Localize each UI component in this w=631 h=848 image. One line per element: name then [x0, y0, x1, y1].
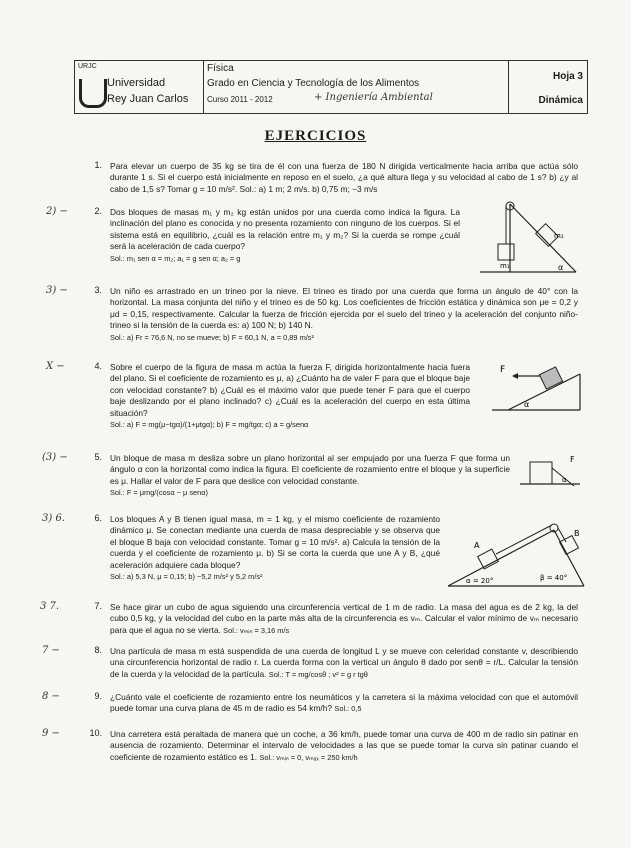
exercise-number-7: 7. [94, 601, 102, 611]
exercise-number-3: 3. [94, 285, 102, 295]
exercise-text: Un bloque de masa m desliza sobre un plano horizontal al ser empujado por una fuerza F que forma un ángulo α con la horizontal como indica la figura. El coeficiente de rozamiento entre el bloque y la superficie es μ. Hallar el valor de F para que deslice con velocidad constante. [110, 453, 510, 486]
handwritten-mark-9: 8 − [42, 691, 60, 702]
exercise-5 [110, 453, 510, 499]
exercise-solution: Sol.: a) Fr = 76,6 N, no se mueve; b) F = 60,1 N, a = 0,89 m/s² [110, 332, 314, 342]
angle-label: α [558, 263, 564, 272]
topic-label: Dinámica [538, 95, 583, 106]
exercise-text: Una partícula de masa m está suspendida de una cuerda de longitud L y se mueve con celeridad constante v, describiendo una circunferencia horizontal de radio r. La cuerda forma con la vertical un ángulo θ dado por senθ = r/L. Calcular la tensión de la cuerda y la velocidad de la partícula. [110, 646, 578, 679]
exercise-number-10: 10. [89, 728, 102, 738]
exercise-solution: Sol.: a) F = mg(μ−tgα)/(1+μtgα); b) F = mg/tgα; c) a = g/senα [110, 420, 309, 430]
university-logo-icon [79, 79, 107, 108]
university-logo-block [75, 61, 204, 113]
university-name-line2: Rey Juan Carlos [107, 93, 189, 105]
exercise-solution: Sol.: a) 5,3 N, μ = 0,15; b) −5,2 m/s² y 5,2 m/s² [110, 572, 263, 582]
exercise-number-6: 6. [94, 513, 102, 523]
figure-incline-two-blocks [470, 200, 580, 276]
course-year-label: Curso 2011 - 2012 [207, 95, 273, 104]
exercise-10 [110, 729, 578, 763]
exercise-text: Una carretera está peraltada de manera que un coche, a 36 km/h, puede tomar una curva de 400 m de radio sin patinar en ausencia de rozamiento. Determinar el intervalo de velocidades a las que se puede tomar la curva sin patinar cuando el coeficiente de rozamiento estático es 1. [110, 729, 578, 762]
exercise-7 [110, 602, 578, 636]
exercise-1 [110, 161, 578, 195]
exercise-text: Se hace girar un cubo de agua siguiendo una circunferencia vertical de 1 m de radio. La masa del agua es de 2 kg, la del cubo 0,5 kg, y la velocidad del cubo en la parte más alta de la circunferencia es vₘ. Calcular el valor mínimo de vₘ necesario para que el agua no se vierta. [110, 602, 578, 635]
handwritten-mark-6: 3) 6. [42, 513, 65, 524]
page-title: EJERCICIOS [264, 128, 367, 144]
m2-label: m₂ [554, 232, 564, 240]
angle-label: α [562, 476, 567, 484]
sheet-header [74, 60, 588, 114]
exercise-solution: Sol.: T = mg/cosθ ; v² = g r tgθ [268, 669, 368, 679]
handwritten-note: + Ingeniería Ambiental [314, 92, 433, 103]
sheet-info-block [509, 61, 587, 113]
exercise-8 [110, 646, 578, 680]
force-label: F [570, 455, 575, 464]
exercise-number-2: 2. [94, 206, 102, 216]
m1-label: m₁ [500, 262, 510, 270]
exercise-text: Los bloques A y B tienen igual masa, m = 1 kg, y el mismo coeficiente de rozamiento dinámico μ. Se conectan mediante una cuerda de masa despreciable y se observa que el bloque B baja con velocidad constante. Tomar g = 10 m/s². a) Calcula la tensión de la cuerda y el coeficiente de rozamiento μ. b) Si se corta la cuerda que une A y B, ¿qué aceleración adquiere cada bloque? [110, 514, 440, 570]
handwritten-mark-8: 7 − [42, 645, 60, 656]
exercise-text: Dos bloques de masas m₁ y m₂ kg están unidos por una cuerda como indica la figura. La inclinación del plano es conocida y no presenta rozamiento con ninguno de los cuerpos. Si el sistema está en equilibrio, ¿cuál es la relación entre m₁ y m₂? Si la cuerda se rompe ¿cuál será la aceleración de cada cuerpo? [110, 207, 460, 252]
handwritten-mark-2: 2) − [46, 206, 68, 217]
course-info-block [204, 61, 509, 113]
handwritten-mark-4: X − [46, 361, 65, 372]
block-b-label: B [574, 529, 580, 538]
figure-double-incline [444, 508, 586, 590]
sheet-number: Hoja 3 [552, 71, 583, 82]
exercise-9 [110, 692, 578, 715]
exercise-solution: Sol.: 0,5 [334, 704, 362, 714]
exercise-solution: Sol.: vₘᵢₙ = 3,16 m/s [223, 625, 290, 635]
exercise-number-9: 9. [94, 691, 102, 701]
handwritten-mark-7: 3 7. [40, 601, 60, 612]
handwritten-mark-3: 3) − [46, 285, 68, 296]
logo-small-text: URJC [78, 63, 97, 70]
exercise-3 [110, 286, 578, 343]
exercise-text: Para elevar un cuerpo de 35 kg se tira de él con una fuerza de 180 N dirigida verticalmente hacia arriba que actúa sólo durante 1 s. Si el cuerpo está inicialmente en reposo en el suelo, ¿a qué altura llega y su velocidad al cabo de 1 s? b) ¿y al cabo de 1,5 s? Tomar g = 10 m/s². Sol.: a) 1 m; 2 m/s. b) 0,75 m; −3 m/s [110, 161, 578, 194]
angle-label: α [524, 400, 530, 409]
figure-pushed-block [518, 448, 582, 490]
exercise-text: Sobre el cuerpo de la figura de masa m actúa la fuerza F, dirigida horizontalmente hacia fuera del plano. Si el coeficiente de rozamiento es μ, a) ¿Cuánto ha de valer F para que el bloque baje con velocidad constante? b) ¿Cuál es el máximo valor que puede tener F para que el cuerpo baje deslizando por el plano inclinado? c) ¿Cuál es la aceleración del cuerpo en esta última situación? [110, 362, 470, 418]
exercise-text: ¿Cuánto vale el coeficiente de rozamiento entre los neumáticos y la carretera si la máxima velocidad con que el automóvil puede tomar una curva plana de 45 m de radio es 54 km/h? [110, 692, 578, 714]
block-a-label: A [474, 541, 480, 550]
exercise-number-8: 8. [94, 645, 102, 655]
exercise-2 [110, 207, 460, 264]
exercise-solution: Sol.: vₘᵢₙ = 0, vₘₐₓ = 250 km/h [259, 752, 358, 762]
exercise-text: Un niño es arrastrado en un trineo por la nieve. El trineo es tirado por una cuerda que forma un ángulo de 40° con la horizontal. La masa conjunta del niño y el trineo es de 50 kg. Los coeficientes de fricción estática y dinámica son μe = 0,2 y μd = 0,15, respectivamente. Calcular la fuerza de fricción ejercida por el suelo del trineo y la aceleración del conjunto niño-trineo si la tensión de la cuerda es: a) 100 N; b) 140 N. [110, 286, 578, 331]
beta-label: β = 40° [540, 574, 568, 582]
figure-incline-horizontal-force [488, 362, 584, 414]
exercise-solution: Sol.: F = μmg/(cosα − μ senα) [110, 488, 208, 498]
exercise-6 [110, 514, 440, 582]
handwritten-mark-10: 9 − [42, 728, 60, 739]
subject-label: Física [207, 63, 234, 74]
exercise-solution: Sol.: m₁ sen α = m₂; a₁ = g sen α; a₂ = g [110, 253, 241, 263]
degree-label: Grado en Ciencia y Tecnología de los Alimentos [207, 78, 420, 89]
exercise-number-1: 1. [94, 160, 102, 170]
exercise-4 [110, 362, 470, 430]
university-name-line1: Universidad [107, 77, 166, 89]
handwritten-mark-5: (3) − [42, 452, 68, 463]
exercise-number-5: 5. [94, 452, 102, 462]
force-label: F [500, 365, 506, 375]
alpha-label: α = 20° [466, 577, 494, 585]
exercise-number-4: 4. [94, 361, 102, 371]
